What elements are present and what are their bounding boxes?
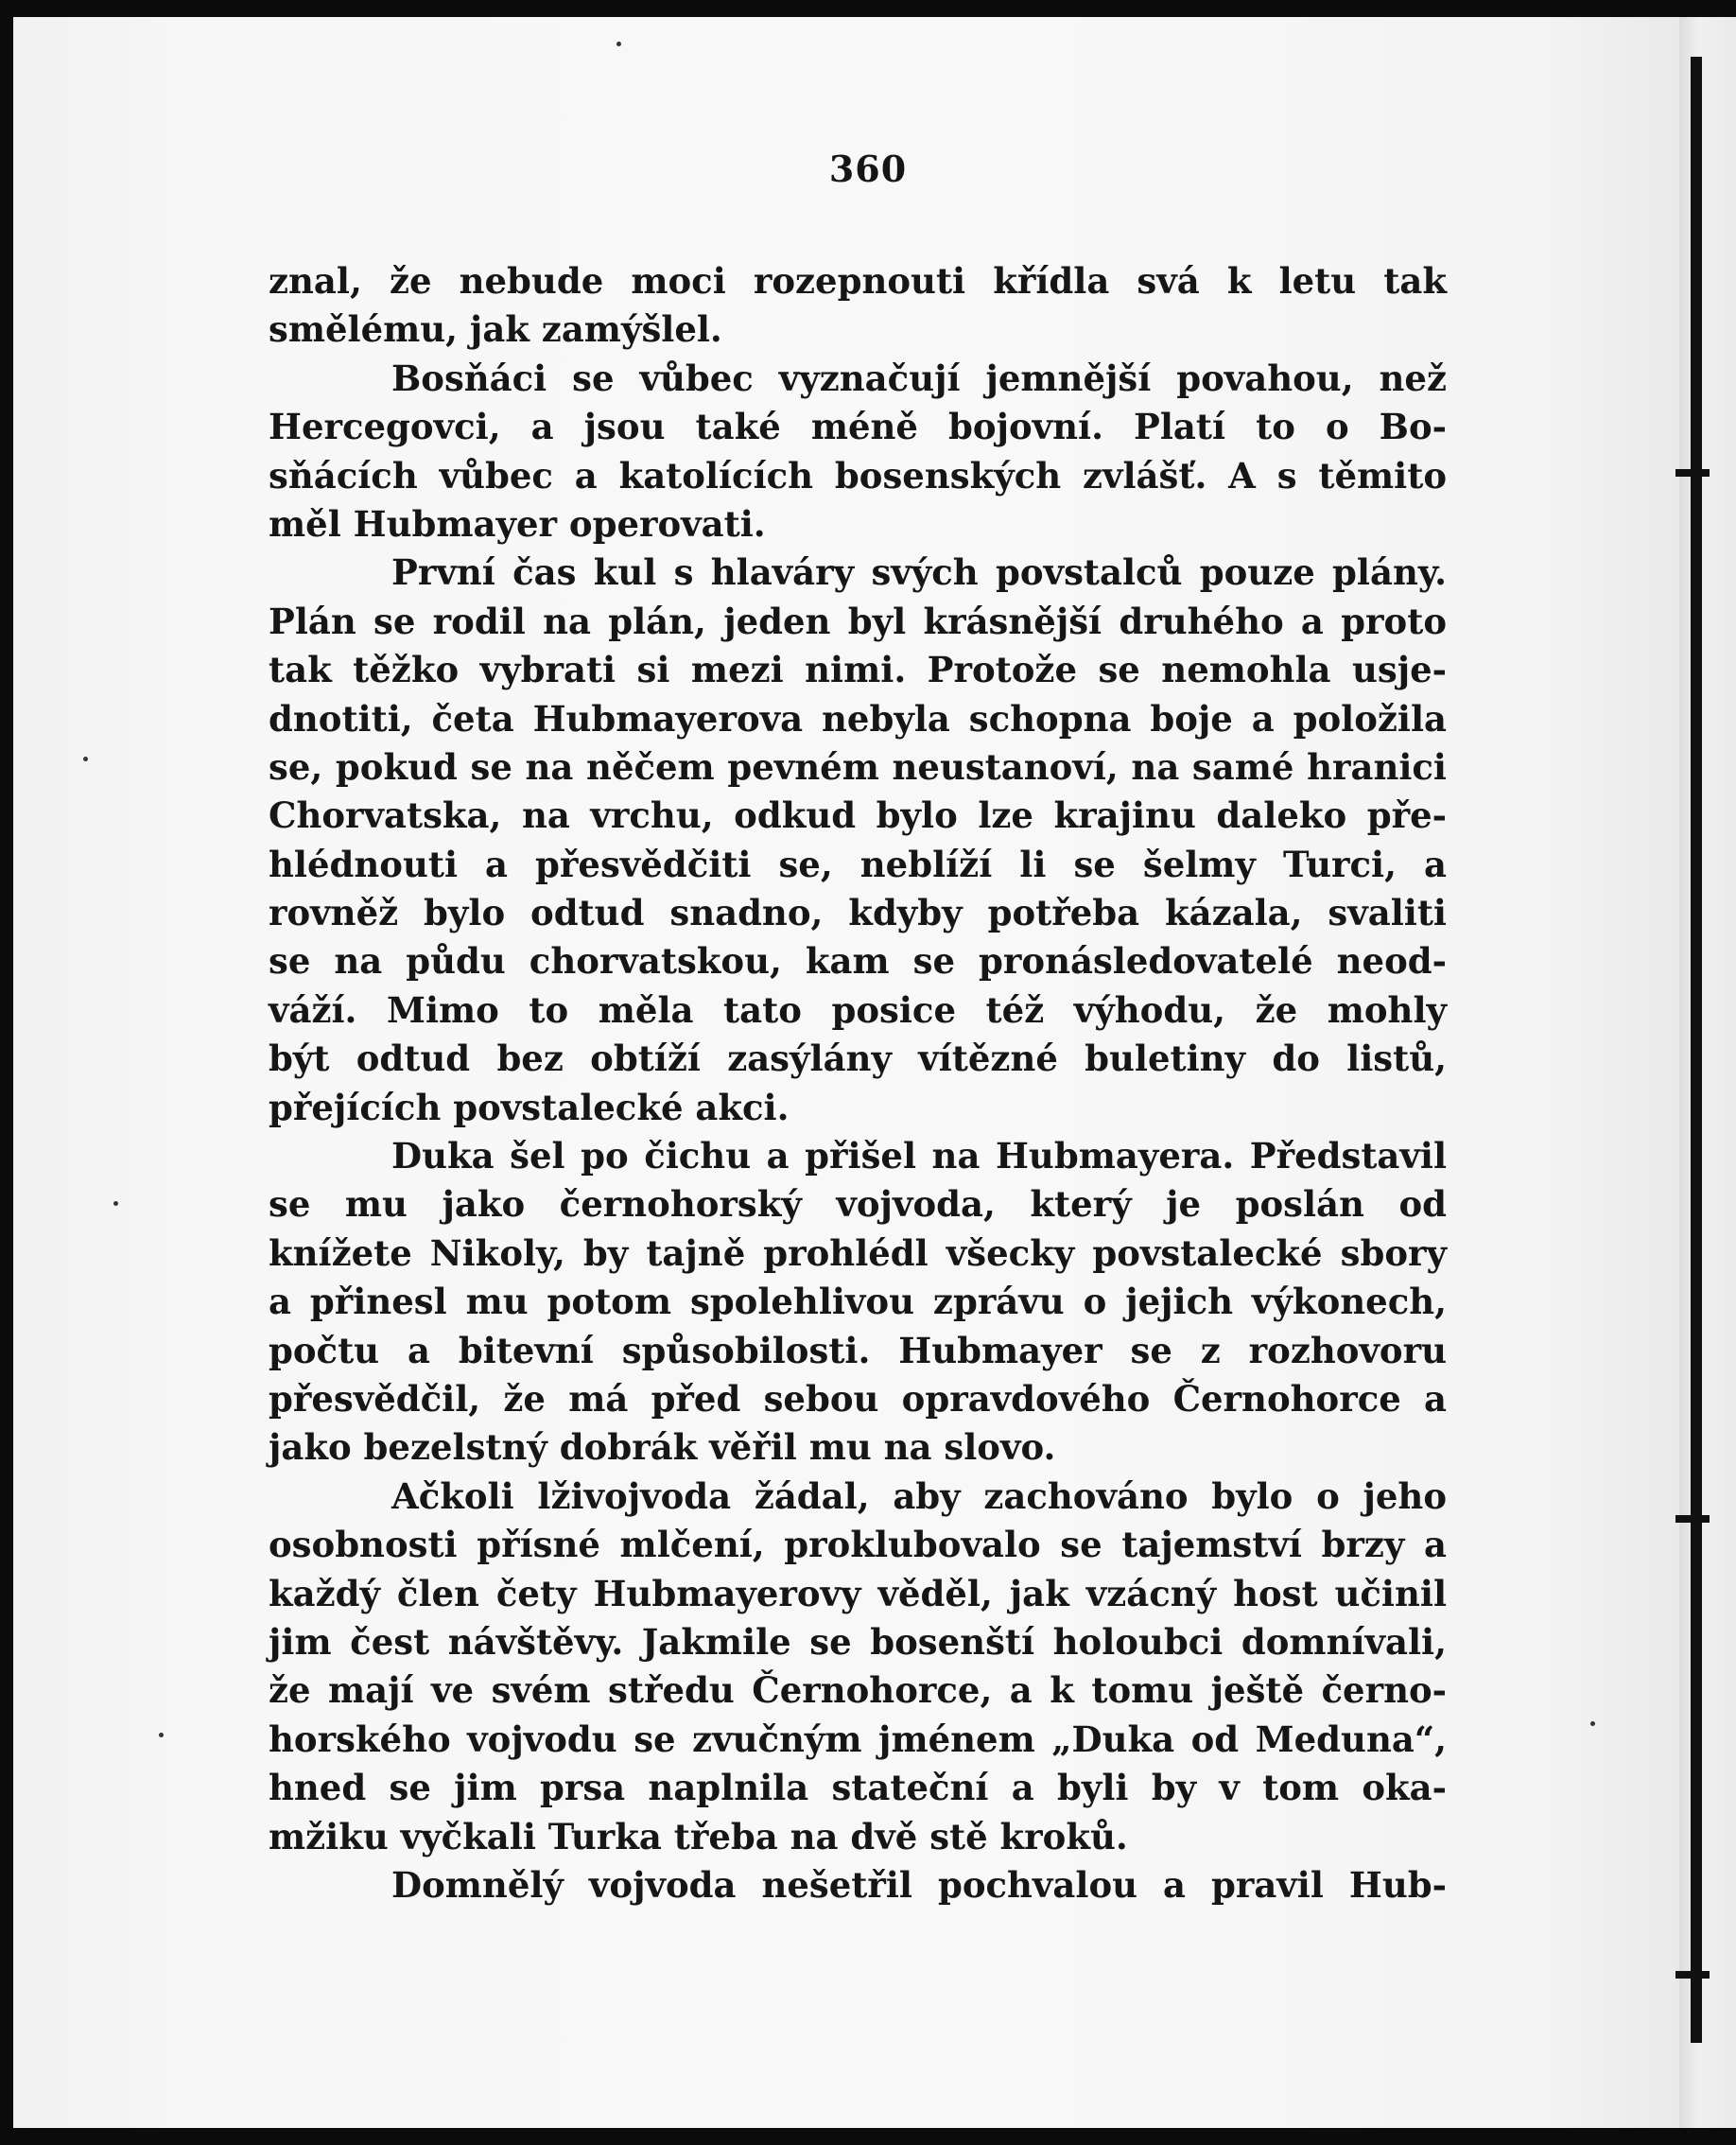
page-number: 360	[828, 148, 908, 190]
text-line: horského vojvodu se zvučným jménem „Duka od Meduna“,	[269, 1718, 1447, 1760]
text-line: Chorvatska, na vrchu, odkud bylo lze krajinu daleko pře-	[269, 794, 1447, 837]
scan-speck	[1590, 1721, 1595, 1726]
text-line: Plán se rodil na plán, jeden byl krásnější druhého a proto	[269, 600, 1447, 642]
scan-speck	[616, 42, 621, 46]
text-line: být odtud bez obtíží zasýlány vítězné buletiny do listů,	[269, 1038, 1447, 1080]
text-line: váží. Mimo to měla tato posice též výhodu, že mohly	[269, 988, 1447, 1031]
text-line: jako bezelstný dobrák věřil mu na slovo.	[269, 1426, 1056, 1469]
binding-notch	[1675, 469, 1710, 477]
text-line: hlédnouti a přesvědčiti se, neblíží li se šelmy Turci, a	[269, 843, 1447, 885]
text-line: a přinesl mu potom spolehlivou zprávu o jejich výkonech,	[269, 1281, 1447, 1323]
text-line: První čas kul s hlaváry svých povstalců pouze plány.	[391, 551, 1447, 594]
text-line: Ačkoli lživojvoda žádal, aby zachováno bylo o jeho	[391, 1474, 1447, 1517]
text-line: měl Hubmayer operovati.	[269, 502, 766, 545]
text-line: se, pokud se na něčem pevném neustanoví, na samé hranici	[269, 745, 1447, 788]
text-line: Hercegovci, a jsou také méně bojovní. Platí to o Bo-	[269, 406, 1447, 448]
text-line: jim čest návštěvy. Jakmile se bosenští holoubci domnívali,	[269, 1620, 1447, 1663]
binding-spine	[1691, 57, 1702, 2043]
text-line: počtu a bitevní spůsobilosti. Hubmayer se z rozhovoru	[269, 1329, 1447, 1371]
scan-speck	[113, 1201, 118, 1206]
page-edge	[1679, 17, 1736, 2128]
text-line: znal, že nebude moci rozepnouti křídla svá k letu tak	[269, 260, 1447, 302]
text-line: tak těžko vybrati si mezi nimi. Protože se nemohla usje-	[269, 649, 1447, 691]
text-line: sňácích vůbec a katolících bosenských zvlášť. A s těmito	[269, 454, 1447, 497]
text-line: přesvědčil, že má před sebou opravdového Černohorce a	[269, 1377, 1447, 1420]
text-line: Bosňáci se vůbec vyznačují jemnější povahou, než	[391, 357, 1447, 399]
text-line: Duka šel po čichu a přišel na Hubmayera. Představil	[391, 1135, 1447, 1177]
text-line: Domnělý vojvoda nešetřil pochvalou a pravil Hub-	[391, 1863, 1447, 1906]
text-line: že mají ve svém středu Černohorce, a k tomu ještě černo-	[269, 1669, 1447, 1712]
text-line: se na půdu chorvatskou, kam se pronásledovatelé neod-	[269, 940, 1447, 983]
text-line: každý člen čety Hubmayerovy věděl, jak vzácný host učinil	[269, 1572, 1447, 1614]
text-line: hned se jim prsa naplnila stateční a byli by v tom oka-	[269, 1767, 1447, 1809]
scan-speck	[83, 757, 88, 761]
binding-notch	[1675, 1515, 1710, 1523]
scan-speck	[159, 1733, 164, 1737]
text-line: mžiku vyčkali Turka třeba na dvě stě kroků.	[269, 1815, 1128, 1857]
text-line: přejících povstalecké akci.	[269, 1086, 790, 1128]
binding-notch	[1675, 1971, 1710, 1979]
text-line: knížete Nikoly, by tajně prohlédl všecky povstalecké sbory	[269, 1231, 1447, 1274]
text-line: rovněž bylo odtud snadno, kdyby potřeba kázala, svaliti	[269, 892, 1447, 934]
text-line: se mu jako černohorský vojvoda, který je poslán od	[269, 1183, 1447, 1226]
body-text	[269, 257, 1447, 1910]
text-line: osobnosti přísné mlčení, proklubovalo se tajemství brzy a	[269, 1524, 1447, 1566]
text-line: smělému, jak zamýšlel.	[269, 308, 722, 351]
text-line: dnotiti, četa Hubmayerova nebyla schopna boje a položila	[269, 697, 1447, 740]
